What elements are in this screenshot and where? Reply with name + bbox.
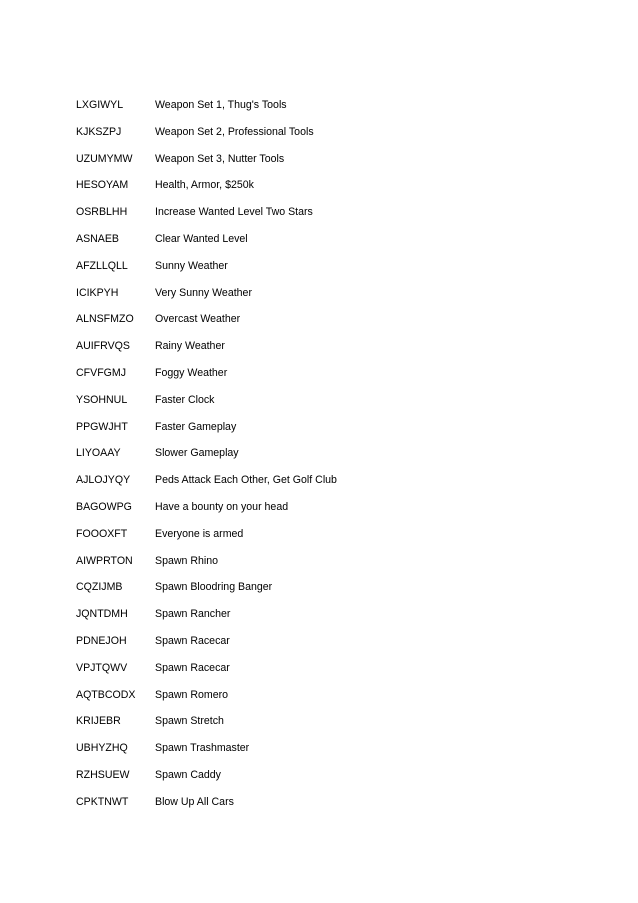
cheat-effect: Foggy Weather [155,367,228,380]
cheat-code: RZHSUEW [76,769,130,782]
cheat-effect: Overcast Weather [155,313,241,326]
cheat-effect: Weapon Set 3, Nutter Tools [155,152,285,165]
table-row [76,467,576,494]
table-row [76,226,576,253]
cheat-effect: Increase Wanted Level Two Stars [155,206,313,219]
cheat-code: VPJTQWV [76,661,128,674]
cheat-code: UBHYZHQ [76,742,128,755]
cheat-effect: Weapon Set 1, Thug's Tools [155,99,287,112]
cheat-code: YSOHNUL [76,393,128,406]
table-row [76,414,576,441]
table-row [76,146,576,173]
cheat-code: AIWPRTON [76,554,133,567]
cheat-effect: Weapon Set 2, Professional Tools [155,125,314,138]
table-row [76,440,576,467]
cheat-code: PPGWJHT [76,420,128,433]
table-row [76,119,576,146]
cheat-effect: Spawn Trashmaster [155,742,250,755]
cheat-effect: Spawn Bloodring Banger [155,581,273,594]
table-row [76,548,576,575]
table-row [76,735,576,762]
cheat-code: HESOYAM [76,179,129,192]
cheat-effect: Spawn Racecar [155,661,230,674]
cheat-code: AUIFRVQS [76,340,130,353]
cheat-effect: Have a bounty on your head [155,501,289,514]
cheat-code: ICIKPYH [76,286,119,299]
cheat-effect: Spawn Rancher [155,608,231,621]
table-row [76,360,576,387]
cheat-effect: Blow Up All Cars [155,795,234,808]
table-row [76,574,576,601]
table-row [76,333,576,360]
table-row [76,494,576,521]
cheat-code: CFVFGMJ [76,367,127,380]
cheat-code: AQTBCODX [76,688,136,701]
table-row [76,172,576,199]
cheat-effect: Rainy Weather [155,340,225,353]
table-row [76,521,576,548]
cheat-effect: Spawn Romero [155,688,229,701]
table-row [76,387,576,414]
table-row [76,601,576,628]
table-row [76,708,576,735]
table-row [76,655,576,682]
cheat-code: CQZIJMB [76,581,123,594]
cheat-code: AFZLLQLL [76,259,128,272]
cheat-effect: Faster Gameplay [155,420,237,433]
cheat-code: FOOOXFT [76,527,128,540]
table-row [76,682,576,709]
cheat-code: KJKSZPJ [76,125,122,138]
cheat-code: UZUMYMW [76,152,133,165]
cheat-code: ALNSFMZO [76,313,134,326]
cheat-effect: Faster Clock [155,393,215,406]
table-row [76,628,576,655]
cheat-effect: Spawn Rhino [155,554,219,567]
cheat-code: BAGOWPG [76,501,132,514]
cheat-effect: Everyone is armed [155,527,244,540]
cheat-effect: Spawn Stretch [155,715,224,728]
cheat-effect: Sunny Weather [155,259,228,272]
cheat-code: JQNTDMH [76,608,128,621]
cheat-effect: Spawn Racecar [155,635,230,648]
cheat-effect: Clear Wanted Level [155,233,248,246]
cheat-code: CPKTNWT [76,795,129,808]
cheat-effect: Slower Gameplay [155,447,239,460]
cheat-effect: Very Sunny Weather [155,286,252,299]
cheat-effect: Peds Attack Each Other, Get Golf Club [155,474,337,487]
cheat-code: AJLOJYQY [76,474,131,487]
cheat-code: ASNAEB [76,233,119,246]
cheat-code: LIYOAAY [76,447,121,460]
table-row [76,92,576,119]
cheat-code-table [76,92,576,816]
cheat-effect: Health, Armor, $250k [155,179,254,192]
cheat-code: KRIJEBR [76,715,121,728]
cheat-code: LXGIWYL [76,99,124,112]
table-row [76,199,576,226]
table-row [76,306,576,333]
cheat-code: OSRBLHH [76,206,128,219]
table-row [76,280,576,307]
table-row [76,789,576,816]
table-row [76,253,576,280]
table-row [76,762,576,789]
cheat-code: PDNEJOH [76,635,127,648]
cheat-effect: Spawn Caddy [155,769,221,782]
